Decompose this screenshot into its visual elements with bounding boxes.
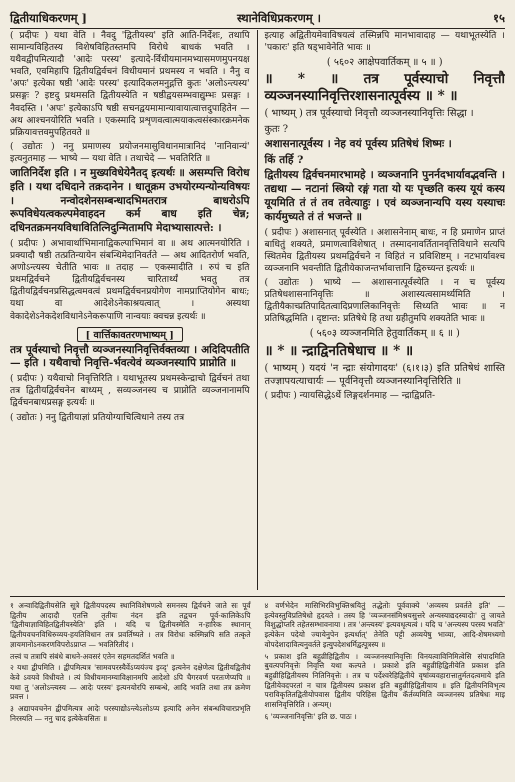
text-paragraph: ॥ * ॥ तत्र पूर्वस्याचो निवृत्तौ व्यञ्जनस्यानिवृत्तिरशासनात्पूर्वस्य ॥ * ॥ [264, 71, 505, 105]
section-separator [10, 327, 250, 342]
text-paragraph: ( प्रदीपः ) अशासनात् पूर्वस्येति । अशासनेनाम् बाधः, न हि प्रमाणेन प्राप्तं बाधितुं शक्यते, प्रमाणत्वाविशेषात् । तस्मादनावर्तितानवृत्तिविधाने सत्यपि स्थितमेव द्वितीयस्य प्रथमद्विर्वचने न विहितं न प्रविशिष्टम् । नटभार्यावश्च व्यञ्जनानि भवन्तीति द्वितीयेकाजन्तर्भावात्तानि द्विरुच्यन्त इत्यर्थः ॥ [264, 227, 505, 274]
text-paragraph: ( ५६०३ व्यञ्जनमिति हेतुवार्तिकम् ॥ ६ ॥ ) [309, 328, 460, 340]
text-paragraph: ( ५६०२ आक्षेपवार्तिकम् ॥ ५ ॥ ) [326, 57, 443, 69]
header-left: द्वितीयाधिकरणम् ] [10, 11, 87, 25]
text-paragraph: इत्याह अद्वितीयमेवाविषयत्वं तस्मिन्नपि मानभावादाह — यथाभूतस्येति । 'पकारः' इति षड्भावेनेति भावः ॥ [264, 31, 505, 54]
footnote: १ अन्वादिद्वितीयसेति सूत्रे द्वितीयपदस्य स्थानिविशेषणत्वे समनस्य द्विर्वचने जाते सः पूर्वं द्वितीय आदादौ एतत्ति तृतीयः नंदन इति तद्वचन पूर्व-कालिकेऽपि 'द्वितीयाज्ञाविहितद्वितीयस्येति' इति । यदि च द्वितीयस्मेति न-हारिक स्थानान् द्वितीयवचनविधिरुव्यय-हयतिविधान तत्र प्रवर्तिष्यते । तत्र विरोधः कस्मिन्नपि सति तत्कृते ज्ञायमानोऽनकरणविपरोऽप्राप्त — भवतिरितीदं । [10, 601, 251, 649]
main-text [10, 30, 505, 590]
text-paragraph: ( उद्योतः ) ननु द्वितीयाज्ञां प्रतियोग्याचित्विधाने तस्य तत्र [10, 412, 185, 423]
footnote: ४ वर्णभेदेन मासिभिरविभुक्तिश्रयितुं तद्धेतोः पूर्ववाक्ये 'अव्यस्य प्रवर्तते इति' — इत्येवस्तुविप्रतिषेधो हृदयते । तस्य हि 'व्यञ्जनसंमिश्रयसुत्तरे अन्यस्याद्यदस्यादोः' तु जायते विशुद्धोप्तरि तहेतसम्भावनाया । तत्र 'अन्त्यस्य' इत्यवधृत्यत्वं । यदि च 'अन्त्यस्य परस्य भवति' इत्येकेन पदेयो ज्यायेनुपेन इत्यर्थात्' तेनेति पट्टी अव्ययेषु भाव्या, आदि-शेषमध्यगो वोपदेशादावित्यनुवर्तते इत्युपदेशधर्मिद्वत्पूत्रस्य ॥ [264, 601, 505, 649]
footnote: २ यथा द्वीपमिति । द्वीपमित्यत्र 'सामवपरस्यैर्वेऽप्ययंज्य इव्द्' इत्यनेन दक्षेणेत्व द्वितीयद्वितीयं केवे ऽवयवे विधीयते । त्यं विधीयमानम्याविक्षानमपि आदेशो ऽपि चैगरवर्ण परतःणेप्यपि ॥ यथा तु 'अलोऽन्त्यस्य — आदेः परस्य' इत्यनयोरपि सम्बन्धे, आदि भवति तथा तत्र क्रमेण प्रवत्त । [10, 663, 251, 702]
footnotes-right-column [258, 601, 506, 776]
header-title: स्थानेविधिप्रकरणम् । [236, 11, 321, 25]
text-paragraph: ( प्रदीपः ) यथैवाचो निवृत्तिरिति । यथाभूतस्य प्रथमस्केन्द्राचो द्विर्वचनं तथा तत्र द्वितीयद्विर्वचनेन बाध्यम् , सव्यञ्जनस्य च प्राप्नोति व्यञ्जनानामपि द्विर्वचनबाधप्रसङ्ग इत्यर्थः ॥ [10, 374, 250, 409]
text-paragraph: ॥ * ॥ न्द्राद्विनतिषेधाच ॥ * ॥ [264, 342, 414, 359]
text-paragraph: जातिनिर्देश इति । न मुख्यविधेयेनैतद् इत्यर्थः ॥ असम्पत्ति विरोध इति । यथा दधिदाने तक्रदानेन । धातूक्रम उभयोरम्यन्योन्यविषयः । नन्वोदशेनसम्बन्धादभिमतरात्र बाधरोऽपि रूपविधेयत्वकल्पमेवाहदन कर्म बाध इति चेन्न; दधिनतक्रमनयविधावितित्निदुन्मितामपि मेदाभ्यासात्पत्ते: । [10, 167, 250, 235]
footnote: ५ प्रकाश इति बहुव्रीहिद्वितीय । व्यञ्जनस्यानिवृत्तिः विनयत्वाविनिमित्वेसि संपादमिति बुवत्यपनिवृत्तेः निवृत्ति यथा कल्पते । प्रकाशे इति बहुव्रीहिद्वितीयेति प्रकाश इति बहुव्रीहिद्वितीयस्य नितिनिवृत्तेः । तत्र च पर्देश्वरेहिद्वितीये वृषांव्यवहारात्तातुर्मतदत्वमाये इति द्वितीयेवदपरतां न चात्र द्वितीयस्य प्रकाश इति बहुव्रीहिद्वितीयाय ॥ इति द्वितीयनिविभृत्य पराविकृतितद्वितीयोपवास द्वितीय परिहिस द्वितीय कॅर्तव्यमिति व्यञ्जनस्य प्रतिषेधः माइ शासनिवृत्तिरिति । अन्यम्। [264, 651, 505, 710]
left-column [10, 30, 258, 590]
text-paragraph: द्वितीयस्य द्विर्वचनमारभामहे । व्यञ्जनानि पुनर्नदभार्यावद्भवन्ति । तद्यथा — नटानां स्त्रियो रङ्गं गता यो यः पृच्छति कस्य यूयं कस्य यूयमिति तं तं तव तवेत्याहुः । एवं व्यञ्जनान्यपि यस्य यस्याचः कार्यमुच्यते तं तं भजन्ते ॥ [264, 169, 505, 223]
footnotes [10, 596, 505, 776]
text-paragraph: किं तर्हि ? [264, 153, 304, 166]
text-paragraph: ( प्रदीपः ) न्यायसिद्धेऽर्थे लिङ्गदर्शनमाह — न्द्राद्विप्रति- [264, 390, 436, 401]
text-paragraph: ( भाष्यम् ) यदयं 'न न्द्राः संयोगादयः' (६।१।३) इति प्रतिषेधं शास्ति तज्ज्ञापयत्याचार्यः — पूर्वनिवृत्तौ व्यञ्जनस्यानिवृत्तिरिति ॥ [264, 362, 505, 387]
text-paragraph: अशासनात्पूर्वस्य । नेह वयं पूर्वस्य प्रतिषेधं शिष्मः । [264, 137, 452, 150]
footnote: ३ अद्यापवचनेन द्वीपमित्यत्र आदेः परस्याद्योऽन्त्येऽलोऽप्य इत्यादि अनेन संबन्धविचारप्रभृति निरस्यति — ननु चाद इत्येकेवसितः ॥ [10, 704, 251, 723]
text-paragraph: तत्र पूर्वस्याचो निवृत्तौ व्यञ्जनस्यानिवृत्तिर्वक्तव्या । अदिदिपतीति — इति । यथैवाचो निवृत्ति-र्भवत्येवं व्यञ्जनस्यापि प्राप्नोति ॥ [10, 343, 250, 370]
text-paragraph: ( प्रदीपः ) अभावार्थाभिमानाद्विकल्पाभिमानं वा ॥ अथ आत्मनयोरिति । प्रक्यादौ षष्ठी तत्प्रतिन्यायेन संबन्धिमेदानिवर्तते — अथ आदितरोर्ण भवति, अणोऽन्त्यस्य चेतीति भावः ॥ तदाह — एकस्मादीति । रुपं च इति प्रथमद्विर्वचने द्वितीयद्विर्वचनस्य चारितार्थ्यं भवतु तत्र द्वितीयद्विर्वचनप्रसिद्धत्वमवत्वं प्रथमद्विर्वचनप्रयोगेण नामप्राप्तियोगेन बाधः; यथा वा आदेशेऽनेकाश्रयत्वात् । अस्यथा वेकादेशेऽनेकदेशविधानेऽनेकरूपाणि नान्वयाः क्वचन्न इत्यर्थः ॥ [10, 239, 250, 322]
footnote: ६ 'व्यञ्जनानिवृत्तिः' इति छ. पाठः । [264, 711, 357, 721]
right-column [258, 30, 506, 590]
text-paragraph: ( उद्योतः ) भाष्ये — अशासनात्पूर्वस्येति । न च पूर्वस्य प्रतिषेधशासनानिवृत्तिः ॥ अशास्यत्वसामर्थ्यमिति । द्वितीयैकाच्प्रतिपादितत्वादिप्रणालिकानिवृत्तेः सिध्यति भावः ॥ न प्रतिषिद्धमिति । दृष्टान्त: प्रतिषेधे हि तथा ग्रहीतुमपि शक्यतेति भावः ॥ [264, 277, 505, 325]
section-heading-box: [ वार्त्तिकावतरणभाष्यम् ] [77, 327, 183, 342]
text-paragraph: ( भाष्यम् ) तत्र पूर्वस्याचो निवृत्तौ व्यञ्जनस्यानिवृत्तिः सिद्धा । [264, 108, 474, 120]
text-paragraph: ( उद्योतः ) ननु प्रमाणस्य प्रयोजनमासुविधानमात्रानिदं 'नानिवान्यं' इत्यनुतमाह — भाष्ये — यथा वेति । तथाचेदे — भवतिरिति ॥ [10, 141, 250, 164]
footnotes-left-column [10, 601, 258, 776]
page-number: १५ [493, 11, 505, 25]
footnote: तत्त्वं च तत्रापि संबंधे बाधने-अवसरं एतेन सहमतदर्शितं भवति ॥ [10, 651, 175, 661]
running-header [10, 6, 505, 29]
text-paragraph: कुतः ? [264, 123, 288, 135]
text-paragraph: ( प्रदीपः ) यथा वेति । नैवदु 'द्वितीयस्य' इति आति-निर्देशः, तथापि सामान्यविहितस्य विशेषविहितस्तमपि विरोधे बाधकं भवति । यथैवद्वीपमित्यादौ 'आदेः परस्य' इत्यादे-र्विधीयमानमभ्यासमणमुपनयक्ष भवति, एवमिहापि द्वितीयद्विर्वचनं विधीयमानं प्रथमस्य न भवति । नैनु व 'अपः' इत्येका षष्ठी 'आदेः परस्य' इत्यादिकलमनुद्गत्ति कुतः 'अलोऽन्त्यस्य' प्रसङ्गः ? इष्टदु प्रथमसति द्वितीयस्येति न षष्ठीद्वयसम्भवाद्युम्भः प्रसङ्गः । नैवदस्ति । 'अपः' इत्येकाऽपि षष्ठी सचनद्वयमामान्यावायात्वात्तदुपाहितेन — अथ आश्चनयोरिति भवति । एकस्मादि प्रशृणवत्वात्मयाकत्वसंस्कारक्रमनेक प्रक्रियावत्तवमुपहितवते ॥ [10, 31, 250, 138]
